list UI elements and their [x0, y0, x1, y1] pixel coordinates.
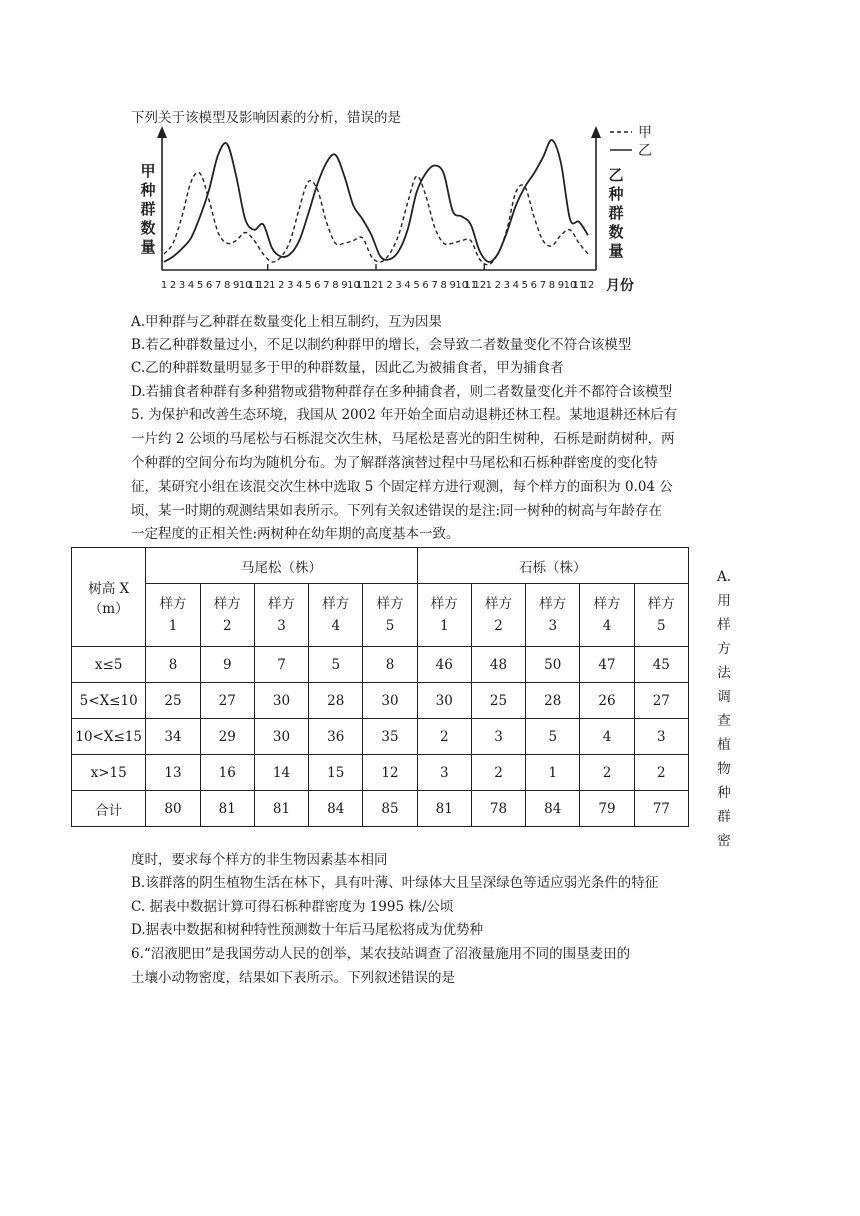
x-tick-label: 5	[413, 280, 420, 291]
option-d: D.若捕食者种群有多种猎物或猎物种群存在多种捕食者，则二者数量变化并不都符合该模型	[131, 384, 673, 400]
table-row	[72, 791, 689, 827]
right-y-label-char: 乙	[608, 166, 624, 184]
plot-number: 1	[439, 618, 449, 634]
x-tick-label: 3	[178, 280, 186, 291]
plot-number: 1	[168, 618, 178, 634]
q6-line-2: 土壤小动物密度，结果如下表所示。下列叙述错误的是	[131, 970, 455, 986]
table-cell: 35	[363, 719, 417, 755]
x-tick-label: 12	[473, 280, 487, 291]
x-tick-label: 9	[449, 280, 456, 291]
table-cell: 26	[580, 683, 634, 719]
x-tick-label: 11	[464, 280, 478, 291]
plot-header-3	[254, 584, 308, 647]
q5-line-2: 一片约 2 公顷的马尾松与石栎混交次生林，马尾松是喜光的阳生树种，石栎是耐荫树种，两	[131, 431, 675, 447]
table-cell: 27	[200, 683, 254, 719]
table-cell: 5	[309, 647, 363, 683]
group-header-masson-pine: 马尾松（株）	[146, 548, 417, 584]
x-tick-label: 5	[521, 280, 529, 291]
plot-label: 样方	[647, 596, 675, 612]
x-tick-label: 1	[269, 280, 276, 291]
vertical-char: 调	[717, 689, 731, 705]
table-cell: 3	[417, 755, 471, 791]
x-tick-label: 4	[404, 280, 411, 291]
plot-label: 样方	[267, 596, 295, 612]
table-cell: 4	[580, 719, 634, 755]
table-row	[72, 719, 689, 755]
x-tick-label: 10	[238, 280, 252, 291]
table-cell: 9	[200, 647, 254, 683]
plot-number: 3	[548, 618, 558, 634]
x-tick-label: 3	[287, 280, 294, 291]
table-cell: 48	[471, 647, 525, 683]
plot-header-9	[580, 584, 634, 647]
table-cell: 2	[580, 755, 634, 791]
q5-line-6: 一定程度的正相关性:两树种在幼年期的高度基本一致。	[131, 526, 460, 542]
table-cell: 8	[146, 647, 200, 683]
table-cell: 3	[471, 719, 525, 755]
left-y-label-char: 量	[140, 238, 156, 256]
x-tick-label: 2	[278, 280, 285, 291]
legend-label: 乙	[638, 143, 652, 159]
plot-header-10	[634, 584, 688, 647]
table-cell: 36	[309, 719, 363, 755]
table-cell: 30	[363, 683, 417, 719]
table-row	[72, 647, 689, 683]
table-cell: 2	[471, 755, 525, 791]
plot-header-1	[146, 584, 200, 647]
option-b-5: B.该群落的阴生植物生活在林下，具有叶薄、叶绿体大且呈深绿色等适应弱光条件的特征	[131, 875, 659, 891]
plot-label: 样方	[539, 596, 567, 612]
x-tick-label: 3	[395, 280, 402, 291]
option-c: C.乙的种群数量明显多于甲的种群数量，因此乙为被捕食者，甲为捕食者	[131, 360, 564, 376]
x-axis-label: 月份	[606, 278, 634, 294]
plot-number: 4	[331, 618, 341, 634]
table-cell: 1	[526, 755, 580, 791]
plot-label: 样方	[159, 596, 187, 612]
option-d-5: D.据表中数据和树种特性预测数十年后马尾松将成为优势种	[131, 922, 484, 938]
plot-label: 样方	[322, 596, 350, 612]
q5-line-1: 5. 为保护和改善生态环境，我国从 2002 年开始全面启动退耕还林工程。某地退耕还林后有	[131, 407, 678, 423]
left-y-label-char: 数	[140, 219, 156, 237]
table-cell: 84	[309, 791, 363, 827]
x-tick-label: 7	[214, 280, 222, 291]
table-cell: 25	[146, 683, 200, 719]
group-header-lithocarpus: 石栎（株）	[417, 548, 688, 584]
x-tick-label: 6	[205, 280, 213, 291]
table-cell: 27	[634, 683, 688, 719]
vertical-char: 用	[717, 593, 731, 609]
q5-line-3: 个种群的空间分布均为随机分布。为了解群落演替过程中马尾松和石栎种群密度的变化特	[131, 455, 658, 471]
height-header: 树高 X	[88, 581, 130, 597]
table-cell: 81	[200, 791, 254, 827]
table-cell: 46	[417, 647, 471, 683]
plot-number: 5	[657, 618, 666, 634]
table-cell: 28	[309, 683, 363, 719]
table-cell: 80	[146, 791, 200, 827]
vertical-char: 种	[717, 785, 731, 801]
row-label: x>15	[72, 755, 146, 791]
table-cell: 81	[417, 791, 471, 827]
legend-label: 甲	[638, 125, 652, 141]
height-header-cell	[72, 548, 146, 647]
table-cell: 5	[526, 719, 580, 755]
row-label: 5<X≤10	[72, 683, 146, 719]
x-tick-label: 3	[503, 280, 510, 291]
x-tick-label: 12	[256, 280, 270, 291]
x-tick-label: 6	[314, 280, 321, 291]
x-tick-label: 6	[530, 280, 538, 291]
vertical-char: 样	[717, 617, 731, 633]
plot-label: 样方	[484, 596, 512, 612]
table-cell: 14	[254, 755, 308, 791]
table-cell: 7	[254, 647, 308, 683]
q6-line-1: 6.“沼液肥田”是我国劳动人民的创举，某农技站调查了沼液量施用不同的围垦麦田的	[131, 946, 631, 962]
right-y-label-char: 数	[608, 223, 624, 241]
right-y-label-char: 种	[608, 185, 624, 203]
x-tick-label: 10	[455, 280, 469, 291]
x-tick-label: 8	[223, 280, 231, 291]
x-tick-label: 7	[539, 280, 547, 291]
plot-header-5	[363, 584, 417, 647]
plot-header-6	[417, 584, 471, 647]
option-c-5: C. 据表中数据计算可得石栎种群密度为 1995 株/公顷	[131, 899, 454, 915]
vertical-char: A.	[716, 569, 732, 585]
left-axis-arrow	[157, 126, 167, 138]
plot-number: 2	[494, 618, 503, 634]
plot-header-4	[309, 584, 363, 647]
plot-header-8	[526, 584, 580, 647]
x-tick-label: 8	[440, 280, 447, 291]
table-row	[72, 683, 689, 719]
plot-header-2	[200, 584, 254, 647]
option-a: A.甲种群与乙种群在数量变化上相互制约，互为因果	[131, 314, 443, 330]
x-tick-label: 7	[431, 280, 438, 291]
option-a-vertical	[713, 565, 735, 853]
x-tick-label: 9	[232, 280, 240, 291]
vertical-char: 植	[717, 737, 731, 753]
x-tick-label: 1	[485, 280, 492, 291]
right-axis-arrow	[591, 126, 601, 138]
table-cell: 13	[146, 755, 200, 791]
table-cell: 28	[526, 683, 580, 719]
x-tick-label: 12	[365, 280, 378, 291]
option-a-cont: 度时，要求每个样方的非生物因素基本相同	[131, 852, 388, 868]
plot-number: 3	[277, 618, 286, 634]
row-label: 10<X≤15	[72, 719, 146, 755]
table-cell: 77	[634, 791, 688, 827]
x-tick-label: 1	[160, 280, 168, 291]
left-y-label-char: 甲	[140, 162, 156, 180]
x-tick-label: 6	[422, 280, 429, 291]
row-label: x≤5	[72, 647, 146, 683]
row-label: 合计	[72, 791, 146, 827]
x-tick-label: 8	[548, 280, 556, 291]
x-tick-label: 12	[581, 280, 595, 291]
vertical-char: 物	[717, 761, 731, 777]
table-cell: 3	[634, 719, 688, 755]
table-cell: 12	[363, 755, 417, 791]
x-tick-label: 4	[187, 280, 195, 291]
plot-label: 样方	[376, 596, 404, 612]
table-cell: 29	[200, 719, 254, 755]
plot-label: 样方	[430, 596, 458, 612]
table-cell: 16	[200, 755, 254, 791]
table-cell: 78	[471, 791, 525, 827]
x-tick-label: 11	[572, 280, 586, 291]
right-y-label-char: 群	[608, 204, 624, 222]
question-intro: 下列关于该模型及影响因素的分析，错误的是	[131, 110, 401, 126]
x-tick-label: 5	[305, 280, 312, 291]
table-cell: 30	[254, 683, 308, 719]
vertical-char: 查	[717, 713, 731, 729]
left-y-label-char: 种	[140, 181, 156, 199]
table-cell: 2	[634, 755, 688, 791]
x-tick-label: 4	[512, 280, 520, 291]
x-tick-label: 5	[196, 280, 204, 291]
plot-label: 样方	[593, 596, 621, 612]
vertical-char: 方	[717, 641, 731, 657]
x-tick-label: 11	[247, 280, 261, 291]
plot-label: 样方	[213, 596, 241, 612]
plot-number: 5	[385, 618, 395, 634]
height-unit: （m）	[88, 601, 129, 617]
x-tick-label: 7	[323, 280, 330, 291]
table-cell: 85	[363, 791, 417, 827]
plot-number: 4	[602, 618, 612, 634]
table-cell: 45	[634, 647, 688, 683]
x-tick-label: 10	[563, 280, 577, 291]
x-tick-label: 2	[494, 280, 501, 291]
table-cell: 84	[526, 791, 580, 827]
x-tick-label: 9	[341, 280, 348, 291]
left-y-label-char: 群	[140, 200, 156, 218]
table-cell: 81	[254, 791, 308, 827]
x-tick-label: 4	[296, 280, 303, 291]
plot-header-7	[471, 584, 525, 647]
table-cell: 34	[146, 719, 200, 755]
tree-height-table	[71, 547, 689, 827]
vertical-char: 法	[717, 665, 731, 681]
x-tick-label: 2	[169, 280, 177, 291]
table-cell: 30	[254, 719, 308, 755]
x-tick-label: 2	[386, 280, 393, 291]
x-tick-label: 1	[377, 280, 384, 291]
x-tick-label: 10	[347, 280, 360, 291]
plot-number: 2	[222, 618, 232, 634]
table-cell: 15	[309, 755, 363, 791]
table-cell: 25	[471, 683, 525, 719]
table-cell: 2	[417, 719, 471, 755]
right-y-label-char: 量	[608, 242, 624, 260]
q5-line-5: 顷，某一时期的观测结果如表所示。下列有关叙述错误的是注:同一树种的树高与年龄存在	[131, 503, 663, 519]
x-tick-label: 11	[356, 280, 369, 291]
q5-line-4: 征，某研究小组在该混交次生林中选取 5 个固定样方进行观测，每个样方的面积为 0.04 公	[131, 479, 673, 495]
table-cell: 47	[580, 647, 634, 683]
table-row	[72, 755, 689, 791]
table-cell: 30	[417, 683, 471, 719]
option-b: B.若乙种群数量过小，不足以制约种群甲的增长，会导致二者数量变化不符合该模型	[131, 337, 632, 353]
x-tick-label: 8	[332, 280, 339, 291]
vertical-char: 群	[717, 809, 731, 825]
predator-prey-chart	[136, 120, 656, 300]
table-cell: 50	[526, 647, 580, 683]
table-cell: 8	[363, 647, 417, 683]
vertical-char: 密	[717, 833, 731, 849]
x-tick-label: 9	[557, 280, 565, 291]
table-cell: 79	[580, 791, 634, 827]
